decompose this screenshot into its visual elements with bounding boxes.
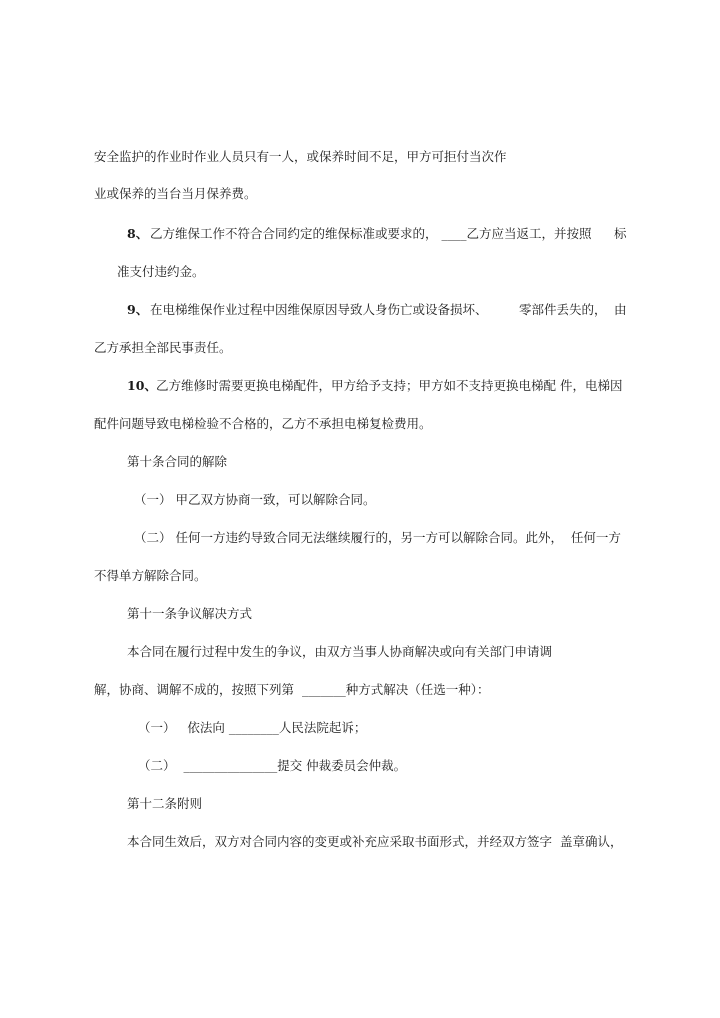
clause: （一） 依法向 ________人民法院起诉； [138,720,367,735]
item-text-tail: 标 [614,226,627,241]
item-text: 乙方维修时需要更换电梯配件，甲方给予支持；甲方如不支持更换电梯配 件，电梯因 [156,378,623,393]
item-text: 在电梯维保作业过程中因维保原因导致人身伤亡或设备损坏、 [150,302,488,317]
clause: （二） _______________提交 仲裁委员会仲裁。 [138,758,407,773]
paragraph-line: 解，协商、调解不成的，按照下列第 _______种方式解决（任选一种）： [94,682,490,697]
paragraph-line: 业或保养的当台当月保养费。 [94,186,257,201]
article-heading: 第十二条附则 [127,796,203,811]
paragraph-line: 准支付违约金。 [117,264,205,279]
paragraph-line: 乙方承担全部民事责任。 [94,340,232,355]
item-number: 8、 [127,226,149,241]
clause: （一） 甲乙双方协商一致，可以解除合同。 [134,492,376,507]
paragraph-line: 配件问题导致电梯检验不合格的，乙方不承担电梯复检费用。 [94,416,432,431]
item-number: 9、 [127,302,149,317]
paragraph-line: 本合同生效后，双方对合同内容的变更或补充应采取书面形式，并经双方签字 盖章确认， [127,834,623,849]
paragraph-line: 安全监护的作业时作业人员只有一人，或保养时间不足，甲方可拒付当次作 [94,149,507,164]
article-heading: 第十条合同的解除 [127,454,228,469]
paragraph-line: 本合同在履行过程中发生的争议，由双方当事人协商解决或向有关部门申请调 [127,644,553,659]
item-text-tail: 由 [614,302,627,317]
clause: （二） 任何一方违约导致合同无法继续履行的，另一方可以解除合同。此外， 任何一方 [134,530,621,545]
item-number: 10、 [127,378,157,393]
article-heading: 第十一条争议解决方式 [127,606,253,621]
item-text: 乙方维保工作不符合合同约定的维保标准或要求的， ____乙方应当返工，并按照 [150,226,592,241]
paragraph-line: 不得单方解除合同。 [94,568,207,583]
item-text-mid: 零部件丢失的， [519,302,607,317]
